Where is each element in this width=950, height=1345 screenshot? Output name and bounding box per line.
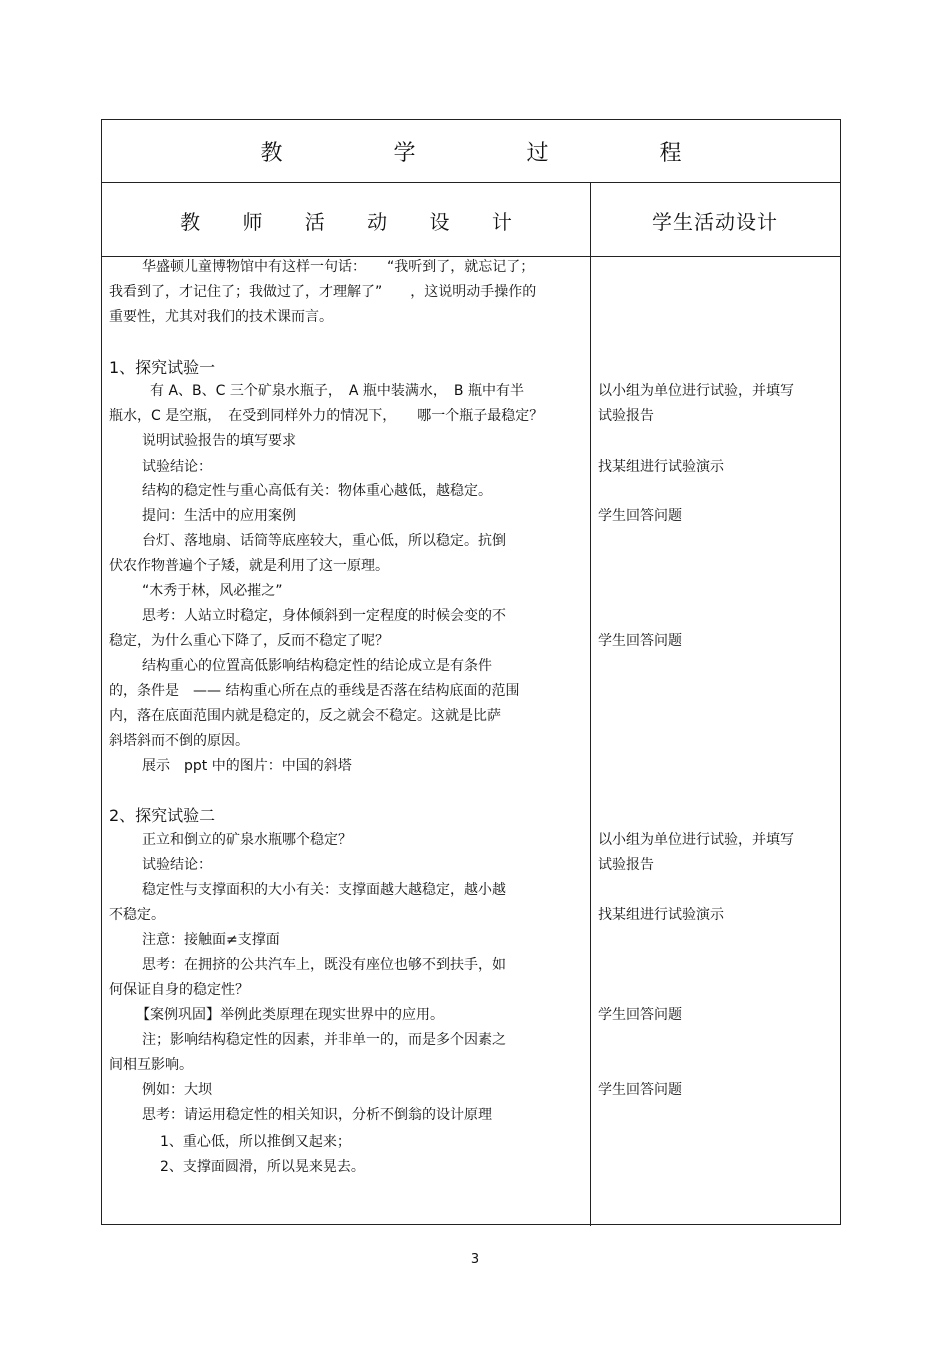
teacher-text-line: 试验结论：	[142, 857, 212, 873]
table-title-row	[102, 120, 840, 183]
teacher-text-line: 展示 ppt 中的图片：中国的斜塔	[142, 758, 352, 774]
student-text-line: 学生回答问题	[598, 1082, 682, 1098]
teacher-text-line: 重要性，尤其对我们的技术课而言。	[109, 309, 333, 325]
column-divider	[590, 183, 591, 1226]
teacher-text-line: 我看到了，才记住了；我做过了，才理解了” ，这说明动手操作的	[109, 284, 537, 300]
student-text-line: 找某组进行试验演示	[598, 459, 724, 475]
student-text-line: 以小组为单位进行试验，并填写	[598, 383, 794, 399]
teacher-text-line: 伏农作物普遍个子矮，就是利用了这一原理。	[109, 558, 389, 574]
student-header-label: 学生活动设计	[652, 209, 778, 234]
teacher-text-line: 例如：大坝	[142, 1082, 212, 1098]
teacher-text-line: 试验结论：	[142, 459, 212, 475]
teacher-text-line: 【案例巩固】举例此类原理在现实世界中的应用。	[136, 1007, 444, 1023]
teacher-text-line: “木秀于林，风必摧之”	[142, 583, 283, 599]
teacher-text-line: 华盛顿儿童博物馆中有这样一句话： “我听到了，就忘记了；	[142, 259, 535, 275]
teacher-text-line: 有 A、B、C 三个矿泉水瓶子， A 瓶中装满水， B 瓶中有半	[150, 383, 524, 399]
table-title: 教 学 过 程	[260, 140, 734, 166]
teacher-text-line: 瓶水，C 是空瓶， 在受到同样外力的情况下， 哪一个瓶子最稳定？	[109, 408, 544, 424]
teacher-text-line: 稳定，为什么重心下降了，反而不稳定了呢？	[109, 633, 389, 649]
student-text-line: 以小组为单位进行试验，并填写	[598, 832, 794, 848]
teacher-text-line: 不稳定。	[109, 907, 165, 923]
teacher-text-line: 思考：人站立时稳定，身体倾斜到一定程度的时候会变的不	[142, 608, 506, 624]
teacher-text-line: 结构重心的位置高低影响结构稳定性的结论成立是有条件	[142, 658, 492, 674]
teacher-text-line: 思考：在拥挤的公共汽车上，既没有座位也够不到扶手，如	[142, 957, 506, 973]
teacher-text-line: 结构的稳定性与重心高低有关：物体重心越低，越稳定。	[142, 483, 492, 499]
teacher-text-line: 何保证自身的稳定性？	[109, 982, 249, 998]
teacher-text-line: 稳定性与支撑面积的大小有关：支撑面越大越稳定，越小越	[142, 882, 506, 898]
student-text-line: 学生回答问题	[598, 633, 682, 649]
teacher-text-line: 2、支撑面圆滑，所以晃来晃去。	[160, 1159, 365, 1175]
student-text-line: 找某组进行试验演示	[598, 907, 724, 923]
teacher-text-line: 说明试验报告的填写要求	[142, 433, 296, 449]
teacher-text-line: 间相互影响。	[109, 1057, 193, 1073]
teacher-column-header	[102, 183, 590, 257]
page-number: 3	[470, 1252, 480, 1267]
column-header-row	[102, 183, 840, 257]
teacher-text-line: 提问：生活中的应用案例	[142, 508, 296, 524]
teacher-text-line: 思考：请运用稳定性的相关知识，分析不倒翁的设计原理	[142, 1107, 492, 1123]
teacher-text-line: 注；影响结构稳定性的因素，并非单一的，而是多个因素之	[142, 1032, 506, 1048]
teacher-text-line: 的，条件是 —— 结构重心所在点的垂线是否落在结构底面的范围	[109, 683, 520, 699]
student-column-header	[590, 183, 840, 257]
student-text-line: 试验报告	[598, 408, 654, 424]
student-text-line: 学生回答问题	[598, 1007, 682, 1023]
student-text-line: 试验报告	[598, 857, 654, 873]
teacher-header-label: 教 师 活 动 设 计	[180, 209, 530, 234]
teacher-text-line: 注意：接触面≠支撑面	[142, 932, 280, 948]
section-heading: 1、探究试验一	[109, 358, 216, 377]
section-heading: 2、探究试验二	[109, 806, 216, 825]
teacher-text-line: 内，落在底面范围内就是稳定的，反之就会不稳定。这就是比萨	[109, 708, 501, 724]
teacher-text-line: 台灯、落地扇、话筒等底座较大，重心低，所以稳定。抗倒	[142, 533, 506, 549]
teacher-text-line: 正立和倒立的矿泉水瓶哪个稳定？	[142, 832, 352, 848]
student-text-line: 学生回答问题	[598, 508, 682, 524]
teacher-text-line: 斜塔斜而不倒的原因。	[109, 733, 249, 749]
teacher-text-line: 1、重心低，所以推倒又起来；	[160, 1134, 351, 1150]
